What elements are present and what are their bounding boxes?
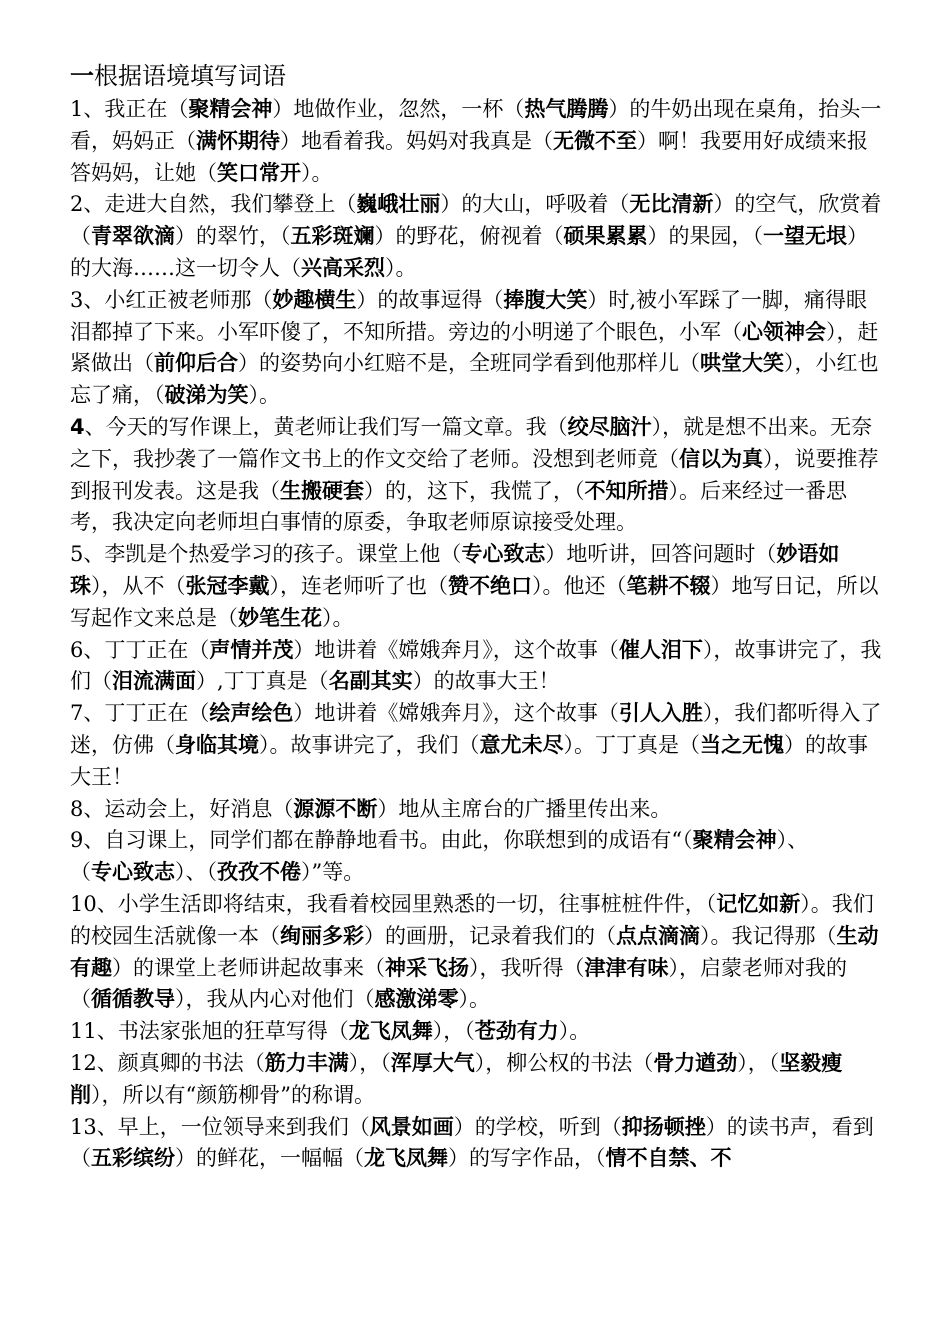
answer-word: 捧腹大笑	[503, 287, 588, 312]
exercise-paragraph	[70, 189, 885, 284]
paragraph-text: ）。我记得那（	[700, 923, 837, 948]
paragraph-text: ）,丁丁真是（	[196, 669, 329, 694]
answer-word: 无微不至	[553, 128, 637, 153]
answer-word: 一望无垠	[763, 224, 847, 249]
answer-word: 心领神会	[742, 319, 826, 344]
answer-word: 妙语如珠	[70, 542, 840, 598]
paragraph-text: ），所以有“颜筋柳骨”的称谓。	[91, 1082, 375, 1107]
paragraph-text: ）。	[301, 160, 333, 185]
paragraph-text: ）的，这下，我慌了，（	[364, 478, 585, 503]
answer-word: 巍峨壮丽	[356, 192, 441, 217]
page-title	[70, 58, 885, 94]
paragraph-text: ）。	[248, 383, 280, 408]
paragraph-text: ）的画册，记录着我们的（	[364, 923, 616, 948]
paragraph-text: ），（	[737, 1050, 780, 1075]
paragraph-text: ）。	[458, 987, 490, 1012]
paragraph-text: ）”等。	[301, 860, 365, 885]
paragraph-text: ）。丁丁真是（	[563, 732, 700, 757]
answer-word: 浑厚大气	[390, 1050, 475, 1075]
paragraph-text: ），我们都听得入了迷，仿佛（	[70, 701, 882, 757]
answer-word: 记忆如新	[716, 891, 801, 916]
answer-word: 神采飞扬	[385, 955, 469, 980]
paragraph-text: 10、小学生活即将结束，我看着校园里熟悉的一切，往事桩桩件件，（	[70, 891, 717, 916]
answer-word: 青翠欲滴	[91, 224, 175, 249]
answer-word: 妙笔生花	[238, 605, 322, 630]
paragraph-text: ）的大海……这一切令人（	[70, 224, 868, 280]
paragraph-text: ）。故事讲完了，我们（	[259, 732, 480, 757]
paragraph-text: 13、早上，一位领导来到我们（	[70, 1114, 370, 1139]
answer-word: 绚丽多彩	[280, 923, 364, 948]
answer-word: 孜孜不倦	[217, 860, 301, 885]
paragraph-text: ），说要推荐到报刊发表。这是我（	[70, 446, 879, 503]
paragraph-text: ）。他还（	[532, 573, 627, 598]
answer-word: 硕果累累	[563, 224, 648, 249]
answer-word: 笑口常开	[217, 160, 301, 185]
paragraph-text: ），我从内心对他们（	[175, 987, 375, 1012]
paragraph-text: ）的读书声，看到（	[70, 1114, 874, 1171]
paragraph-text: ）的写字作品，（	[448, 1146, 606, 1171]
exercise-paragraph	[70, 1048, 885, 1112]
document-page	[70, 58, 885, 1175]
paragraph-text: ）地从主席台的广播里传出来。	[377, 796, 672, 821]
answer-word: 专心致志	[461, 542, 546, 567]
paragraph-text: ）的翠竹，（	[175, 224, 291, 249]
answer-word: 绘声绘色	[209, 701, 294, 726]
paragraph-text: ）的果园，（	[647, 224, 763, 249]
paragraph-text: ）、（	[175, 860, 217, 885]
answer-word: 生动有趣	[70, 923, 879, 980]
paragraph-text: ）时,被小军踩了一脚，痛得眼泪都掉了下来。小军吓傻了，不知所措。旁边的小明递了个眼色，小军（	[70, 287, 868, 344]
answer-word: 催人泪下	[618, 637, 703, 662]
paragraph-text: ）啊！我要用好成绩来报答妈妈，让她（	[70, 128, 868, 185]
answer-word: 前仰后合	[154, 351, 238, 376]
answer-word: 满怀期待	[196, 128, 280, 153]
answer-word: 专心致志	[91, 860, 175, 885]
answer-word: 绞尽脑汁	[567, 414, 652, 439]
exercise-paragraph	[70, 794, 885, 826]
answer-word: 聚精会神	[692, 828, 777, 853]
answer-word: 引人入胜	[618, 701, 703, 726]
paragraph-text: ）的课堂上老师讲起故事来（	[112, 955, 385, 980]
paragraph-text: ）。	[558, 1019, 591, 1044]
paragraph-text: ）。我们的校园生活就像一本（	[70, 891, 874, 948]
title-dash: 一	[70, 62, 94, 90]
paragraph-text: ），连老师听了也（	[269, 573, 448, 598]
paragraph-text: ）。	[322, 605, 354, 630]
answer-word: 张冠李戴	[185, 573, 270, 598]
answer-word: 信以为真	[679, 446, 763, 471]
answer-word: 笔耕不辍	[626, 573, 711, 598]
answer-word: 龙飞凤舞	[348, 1019, 433, 1044]
answer-word: 龙飞凤舞	[364, 1146, 448, 1171]
answer-word: 不知所措	[584, 478, 669, 503]
paragraph-text: ）的故事大王！	[70, 732, 868, 789]
answer-word: 情不自禁、不	[605, 1146, 732, 1171]
paragraph-text: ），小红也忘了痛，（	[70, 351, 879, 408]
paragraph-text: 3、小红正被老师那（	[70, 287, 273, 312]
exercise-paragraph	[70, 94, 885, 189]
exercise-paragraph	[70, 825, 885, 889]
paragraph-text: 8、运动会上，好消息（	[70, 796, 294, 821]
answer-word: 4	[70, 414, 85, 439]
answer-word: 聚精会神	[188, 97, 273, 121]
answer-word: 骨力遒劲	[653, 1050, 738, 1075]
answer-word: 妙趣横生	[272, 287, 357, 312]
paragraph-text: ）的大山，呼吸着（	[440, 192, 630, 217]
paragraph-text: 5、李凯是个热爱学习的孩子。课堂上他（	[70, 542, 462, 567]
paragraph-text: ）的牛奶出现在桌角，抬头一看，妈妈正（	[70, 97, 882, 153]
exercise-paragraph	[70, 1016, 885, 1048]
paragraph-text: ），故事讲完了，我们（	[70, 637, 882, 694]
paragraph-text: ），赶紧做出（	[70, 319, 879, 376]
answer-word: 风景如画	[369, 1114, 454, 1139]
answer-word: 声情并茂	[209, 637, 294, 662]
paragraph-text: ）地讲着《嫦娥奔月》，这个故事（	[293, 637, 619, 662]
paragraph-text: ），柳公权的书法（	[474, 1050, 654, 1075]
exercise-paragraph	[70, 889, 885, 1016]
paragraph-text: ），就是想不出来。无奈之下，我抄袭了一篇作文书上的作文交给了老师。没想到老师竟（	[70, 414, 873, 471]
paragraph-text: ）的野花，俯视着（	[374, 224, 564, 249]
answer-word: 泪流满面	[112, 669, 196, 694]
paragraph-text: ）地做作业，忽然，一杯（	[272, 97, 525, 121]
paragraph-text: ）的故事大王！	[412, 669, 560, 694]
title-text: 根据语境填写词语	[94, 62, 286, 90]
answer-word: 循循教导	[91, 987, 175, 1012]
paragraph-text: 11、书法家张旭的狂草写得（	[70, 1019, 349, 1044]
paragraph-text: ）的空气，欣赏着（	[70, 192, 882, 249]
answer-word: 筋力丰满	[264, 1050, 349, 1075]
answer-word: 五彩斑斓	[290, 224, 375, 249]
exercise-paragraph	[70, 412, 885, 539]
paragraph-text: 6、丁丁正在（	[70, 637, 210, 662]
answer-word: 津津有味	[584, 955, 669, 980]
answer-word: 五彩缤纷	[91, 1146, 175, 1171]
paragraph-text: 7、丁丁正在（	[70, 701, 210, 726]
paragraph-text: ），（	[348, 1050, 391, 1075]
answer-word: 苍劲有力	[474, 1019, 559, 1044]
exercise-paragraph	[70, 539, 885, 634]
answer-word: 意尤未尽	[479, 732, 564, 757]
answer-word: 哄堂大笑	[700, 351, 784, 376]
answer-word: 赞不绝口	[448, 573, 532, 598]
answer-word: 无比清新	[629, 192, 714, 217]
paragraph-text: ），我听得（	[469, 955, 585, 980]
paragraph-text: ）的鲜花，一幅幅（	[175, 1146, 364, 1171]
paragraph-text: ）地写日记，所以写起作文来总是（	[70, 573, 879, 630]
answer-word: 点点滴滴	[616, 923, 700, 948]
paragraph-text: 9、自习课上，同学们都在静静地看书。由此，你联想到的成语有“（	[70, 828, 693, 853]
answer-word: 破涕为笑	[164, 383, 249, 408]
answer-word: 兴高采烈	[301, 255, 385, 280]
answer-word: 名副其实	[328, 669, 413, 694]
paragraph-text: ），从不（	[91, 573, 186, 598]
answer-word: 生搬硬套	[280, 478, 364, 503]
exercise-list	[70, 94, 885, 1175]
paragraph-text: ）的姿势向小红赔不是，全班同学看到他那样儿（	[238, 351, 700, 376]
paragraph-text: 12、颜真卿的书法（	[70, 1050, 265, 1075]
exercise-paragraph	[70, 1112, 885, 1176]
paragraph-text: ）。后来经过一番思考，我决定向老师坦白事情的原委，争取老师原谅接受处理。	[70, 478, 847, 535]
paragraph-text: ）地听讲，回答问题时（	[545, 542, 777, 567]
answer-word: 坚毅瘦削	[70, 1050, 843, 1107]
paragraph-text: ）、 （	[70, 828, 809, 885]
paragraph-text: 2、走进大自然，我们攀登上（	[70, 192, 357, 217]
answer-word: 感激涕零	[374, 987, 459, 1012]
paragraph-text: ），启蒙老师对我的（	[70, 955, 847, 1012]
paragraph-text: ）的故事逗得（	[356, 287, 504, 312]
answer-word: 身临其境	[175, 732, 259, 757]
exercise-paragraph	[70, 698, 885, 793]
answer-word: 抑扬顿挫	[621, 1114, 706, 1139]
paragraph-text: 、今天的写作课上，黄老师让我们写一篇文章。我（	[84, 414, 568, 439]
answer-word: 热气腾腾	[524, 97, 609, 121]
paragraph-text: ）地看着我。妈妈对我真是（	[280, 128, 553, 153]
paragraph-text: 1、我正在（	[70, 97, 189, 121]
paragraph-text: ）地讲着《嫦娥奔月》，这个故事（	[293, 701, 619, 726]
exercise-paragraph	[70, 635, 885, 699]
exercise-paragraph	[70, 285, 885, 412]
paragraph-text: ），（	[432, 1019, 475, 1044]
paragraph-text: ）。	[385, 255, 417, 280]
answer-word: 源源不断	[293, 796, 378, 821]
paragraph-text: ）的学校，听到（	[453, 1114, 622, 1139]
answer-word: 当之无愧	[700, 732, 784, 757]
